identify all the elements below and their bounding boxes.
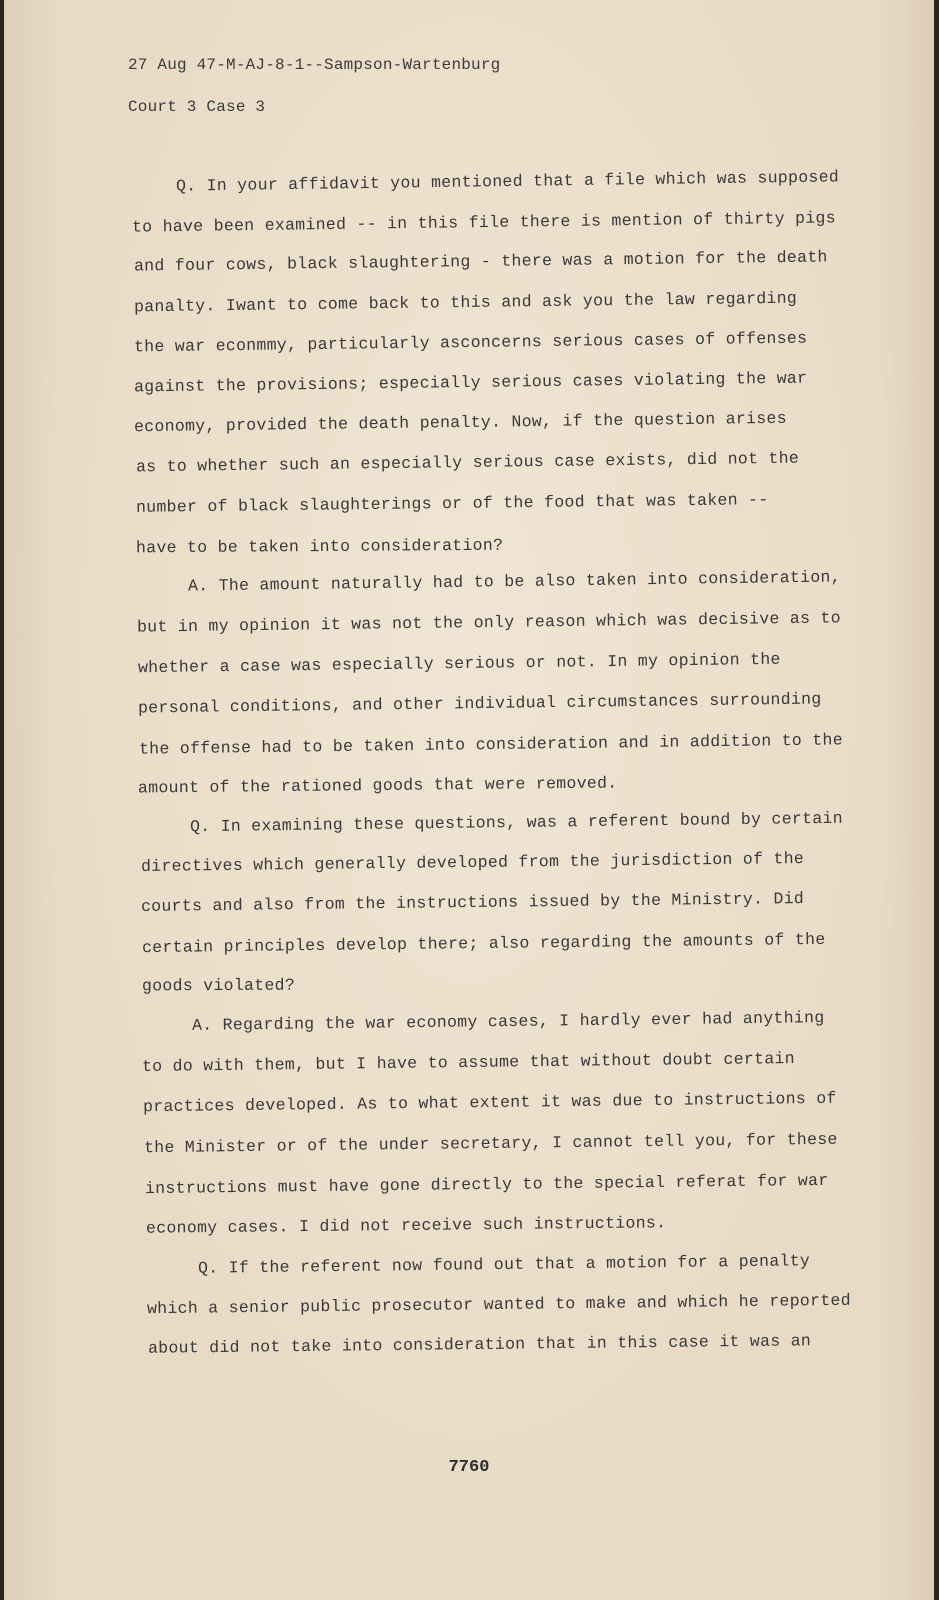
- case-reference: 27 Aug 47-M-AJ-8-1--Sampson-Wartenburg: [128, 56, 501, 74]
- transcript-line: about did not take into consideration that in this case it was an: [147, 1331, 812, 1358]
- transcript-line: economy cases. I did not receive such instructions.: [145, 1213, 667, 1238]
- transcript-line: have to be taken into consideration?: [135, 535, 504, 558]
- transcript-line: Q. In examining these questions, was a referent bound by certain: [189, 808, 844, 837]
- transcript-line: Q. If the referent now found out that a motion for a penalty: [197, 1251, 811, 1278]
- transcript-line: practices developed. As to what extent it was due to instructions of: [142, 1088, 837, 1117]
- transcript-line: panalty. Iwant to come back to this and ask you the law regarding: [133, 288, 798, 317]
- transcript-line: A. The amount naturally had to be also taken into consideration,: [187, 567, 842, 596]
- transcript-line: goods violated?: [141, 975, 296, 996]
- transcript-line: the war econmmy, particularly asconcerns serious cases of offenses: [133, 328, 808, 357]
- transcript-line: personal conditions, and other individual circumstances surrounding: [137, 689, 822, 718]
- transcript-line: instructions must have gone directly to the special referat for war: [144, 1170, 829, 1199]
- transcript-line: against the provisions; especially serious cases violating the war: [133, 368, 808, 397]
- transcript-line: to do with them, but I have to assume that without doubt certain: [141, 1049, 795, 1076]
- transcript-line: courts and also from the instructions issued by the Ministry. Did: [140, 888, 805, 917]
- transcript-line: number of black slaughterings or of the food that was taken --: [135, 490, 769, 517]
- transcript-line: economy, provided the death penalty. Now, if the question arises: [133, 408, 788, 437]
- transcript-line: the Minister or of the under secretary, I cannot tell you, for these: [143, 1129, 838, 1158]
- transcript-line: A. Regarding the war economy cases, I hardly ever had anything: [191, 1008, 825, 1035]
- transcript-line: certain principles develop there; also regarding the amounts of the: [141, 929, 826, 958]
- transcript-line: and four cows, black slaughtering - there was a motion for the death: [133, 247, 828, 276]
- transcript-line: but in my opinion it was not the only reason which was decisive as to: [136, 608, 842, 637]
- transcript-line: the offense had to be taken into consideration and in addition to the: [138, 730, 844, 759]
- court-case-label: Court 3 Case 3: [128, 98, 266, 116]
- transcript-line: as to whether such an especially serious case exists, did not the: [135, 448, 800, 477]
- transcript-line: directives which generally developed from the jurisdiction of the: [140, 848, 805, 877]
- document-page: [4, 0, 934, 1600]
- page-number: 7760: [448, 1458, 490, 1477]
- transcript-line: whether a case was especially serious or not. In my opinion the: [137, 649, 781, 678]
- transcript-line: to have been examined -- in this file there is mention of thirty pigs: [131, 208, 837, 237]
- transcript-line: amount of the rationed goods that were removed.: [137, 773, 618, 798]
- transcript-line: Q. In your affidavit you mentioned that a file which was supposed: [175, 167, 840, 196]
- transcript-line: which a senior public prosecutor wanted to make and which he reported: [146, 1290, 852, 1319]
